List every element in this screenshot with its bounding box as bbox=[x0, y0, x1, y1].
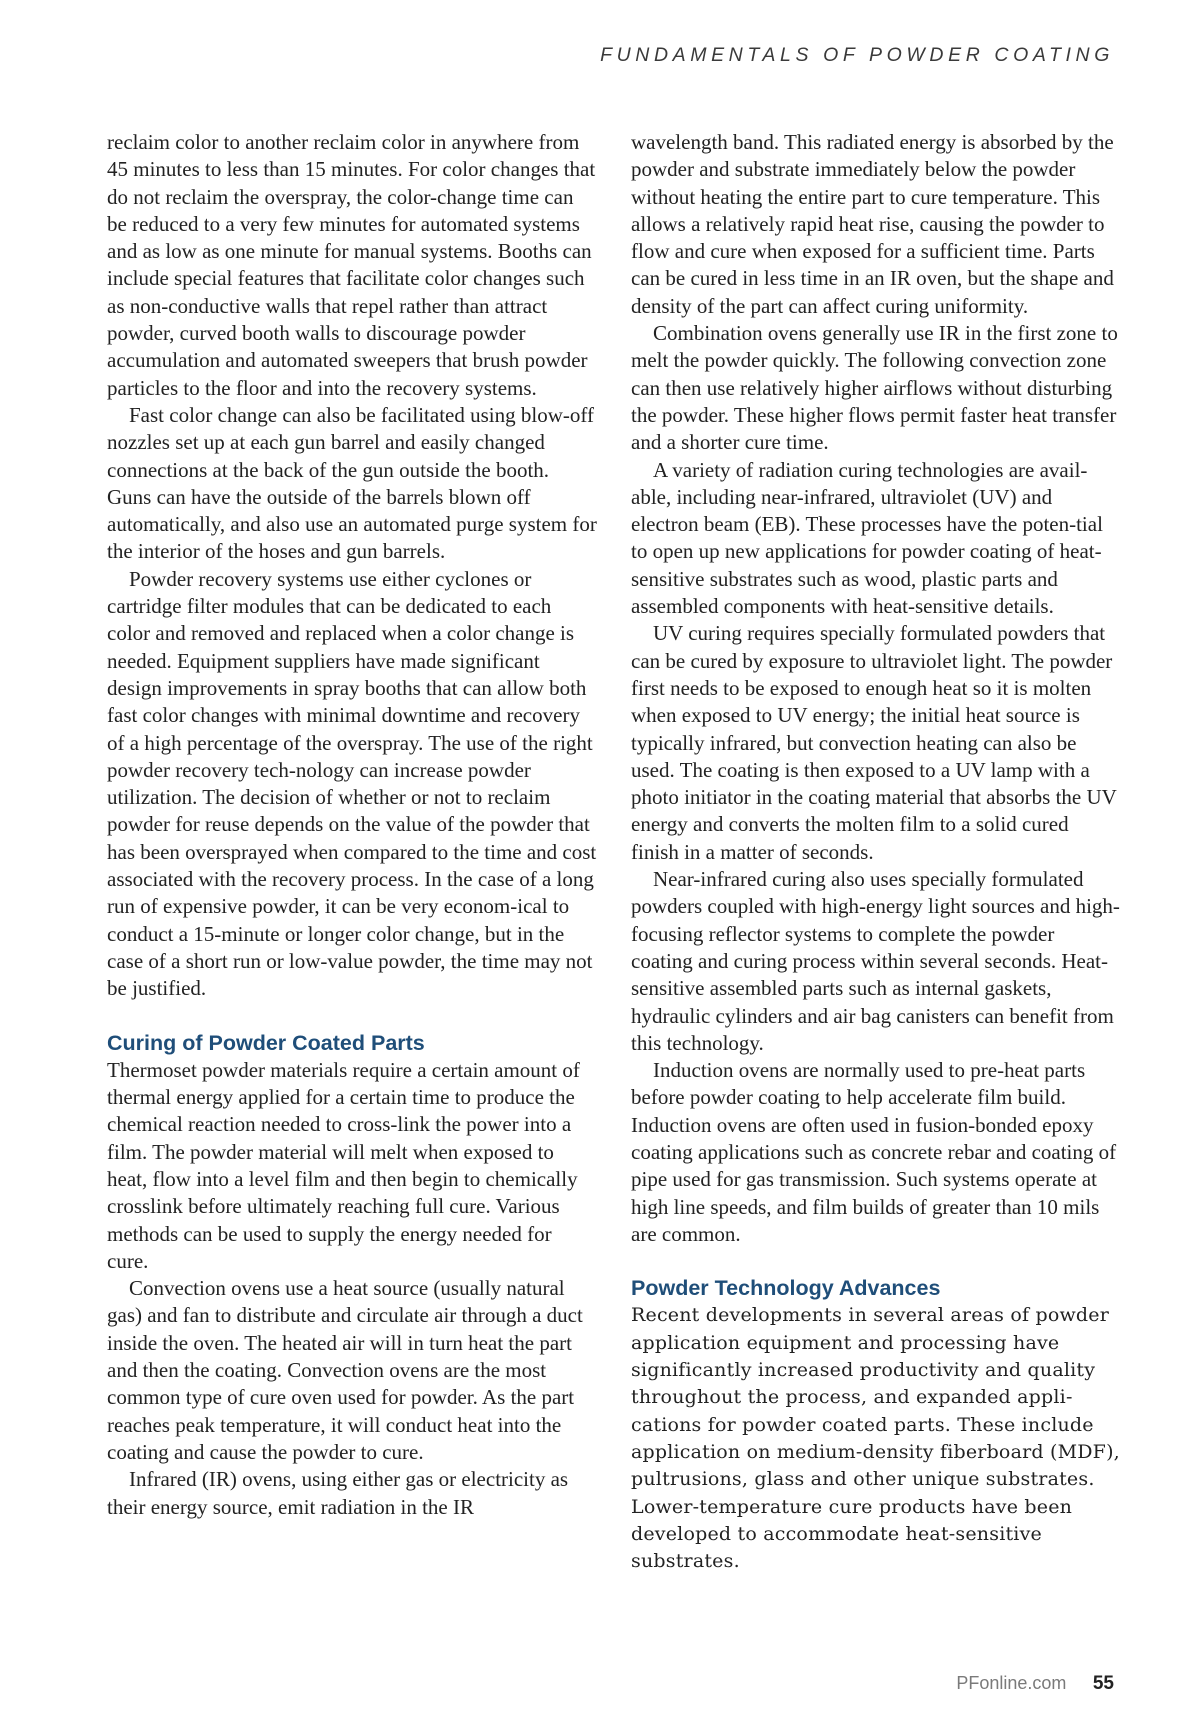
paragraph-powder-recovery: Powder recovery systems use either cyclones or cartridge filter modules that can be dedicated to each color and removed and replaced when a color change is needed. Equipment suppliers have made significant design improvements in spray booths that can allow both fast color changes with minimal downtime and recovery of a high percentage of the overspray. The use of the right powder recovery tech-nology can increase powder utilization. The decision of whether or not to reclaim powder for reuse depends on the value of the powder that has been oversprayed when compared to the time and cost associated with the recovery process. In the case of a long run of expensive powder, it can be very econom-ical to conduct a 15-minute or longer color change, but in the case of a short run or low-value powder, the time may not be justified. bbox=[107, 566, 597, 1001]
page-number: 55 bbox=[1092, 1673, 1114, 1694]
page-footer bbox=[956, 1673, 1114, 1695]
footer-site-link[interactable]: PFonline.com bbox=[956, 1673, 1067, 1693]
paragraph-uv-curing: UV curing requires specially formulated powders that can be cured by exposure to ultraviolet light. The powder first needs to be exposed to enough heat so it is molten when exposed to UV energy; the initial heat source is typically infrared, but convection heating can also be used. The coating is then exposed to a UV lamp with a photo initiator in the coating material that absorbs the UV energy and converts the molten film to a solid cured finish in a matter of seconds. bbox=[631, 621, 1117, 864]
section-heading-advances: Powder Technology Advances bbox=[631, 1276, 941, 1301]
paragraph-infrared-ovens: Infrared (IR) ovens, using either gas or electricity as their energy source, emit radiation in the IR bbox=[107, 1467, 569, 1519]
paragraph-induction-ovens: Induction ovens are normally used to pre-heat parts before powder coating to help accelerate film build. Induction ovens are often used in fusion-bonded epoxy coating applications such as concrete rebar and coating of pipe used for gas transmission. Such systems operate at high line speeds, and film builds of greater than 10 mils are common. bbox=[631, 1058, 1117, 1246]
paragraph-blow-off-nozzles: Fast color change can also be facilitated using blow-off nozzles set up at each gun barrel and easily changed connections at the back of the gun outside the booth. Guns can have the outside of the barrels blown off automatically, and also use an automated purge system for the interior of the hoses and gun barrels. bbox=[107, 402, 597, 564]
paragraph-radiation-curing: A variety of radiation curing technologies are avail-able, including near-infrared, ultraviolet (UV) and electron beam (EB). These processes have the poten-tial to open up new applications for powder coating of heat-sensitive substrates such as wood, plastic parts and assembled components with heat-sensitive details. bbox=[631, 457, 1103, 619]
paragraph-thermoset-powder: Thermoset powder materials require a certain amount of thermal energy applied for a certain time to produce the chemical reaction needed to cross-link the power into a film. The powder material will melt when exposed to heat, flow into a level film and then begin to chemically crosslink before ultimately reaching full cure. Various methods can be used to supply the energy needed for cure. bbox=[107, 1057, 580, 1273]
running-header-title: FUNDAMENTALS OF POWDER COATING bbox=[600, 44, 1114, 66]
paragraph-combination-ovens: Combination ovens generally use IR in the first zone to melt the powder quickly. The following convection zone can then use relatively higher airflows without disturbing the powder. These higher flows permit faster heat transfer and a shorter cure time. bbox=[631, 321, 1118, 455]
left-column bbox=[107, 129, 597, 1521]
paragraph-wavelength-band: wavelength band. This radiated energy is absorbed by the powder and substrate immediately below the powder without heating the entire part to cure temperature. This allows a relatively rapid heat rise, causing the powder to flow and cure when exposed for a sufficient time. Parts can be cured in less time in an IR oven, but the shape and density of the part can affect curing uniformity. bbox=[631, 130, 1114, 318]
right-column bbox=[631, 129, 1121, 1575]
paragraph-convection-ovens: Convection ovens use a heat source (usually natural gas) and fan to distribute and circulate air through a duct inside the oven. The heated air will in turn heat the part and then the coating. Convection ovens are the most common type of cure oven used for powder. As the part reaches peak temperature, it will conduct heat into the coating and cause the powder to cure. bbox=[107, 1276, 583, 1464]
paragraph-near-infrared: Near-infrared curing also uses specially formulated powders coupled with high-energy light sources and high-focusing reflector systems to complete the powder coating and curing process within several seconds. Heat-sensitive assembled parts such as internal gaskets, hydraulic cylinders and air bag canisters can benefit from this technology. bbox=[631, 867, 1120, 1055]
section-heading-curing: Curing of Powder Coated Parts bbox=[107, 1030, 425, 1055]
paragraph-color-change: reclaim color to another reclaim color in anywhere from 45 minutes to less than 15 minutes. For color changes that do not reclaim the overspray, the color-change time can be reduced to a very few minutes for automated systems and as low as one minute for manual systems. Booths can include special features that facilitate color changes such as non-conductive walls that repel rather than attract powder, curved booth walls to discourage powder accumulation and automated sweepers that brush powder particles to the floor and into the recovery systems. bbox=[107, 130, 596, 400]
paragraph-recent-developments: Recent developments in several areas of powder application equipment and processing have significantly increased productivity and quality throughout the process, and expanded appli-cations for powder coated parts. These include application on medium-density fiberboard (MDF), pultrusions, glass and other unique substrates. Lower-temperature cure products have been developed to accommodate heat-sensitive substrates. bbox=[631, 1304, 1120, 1573]
